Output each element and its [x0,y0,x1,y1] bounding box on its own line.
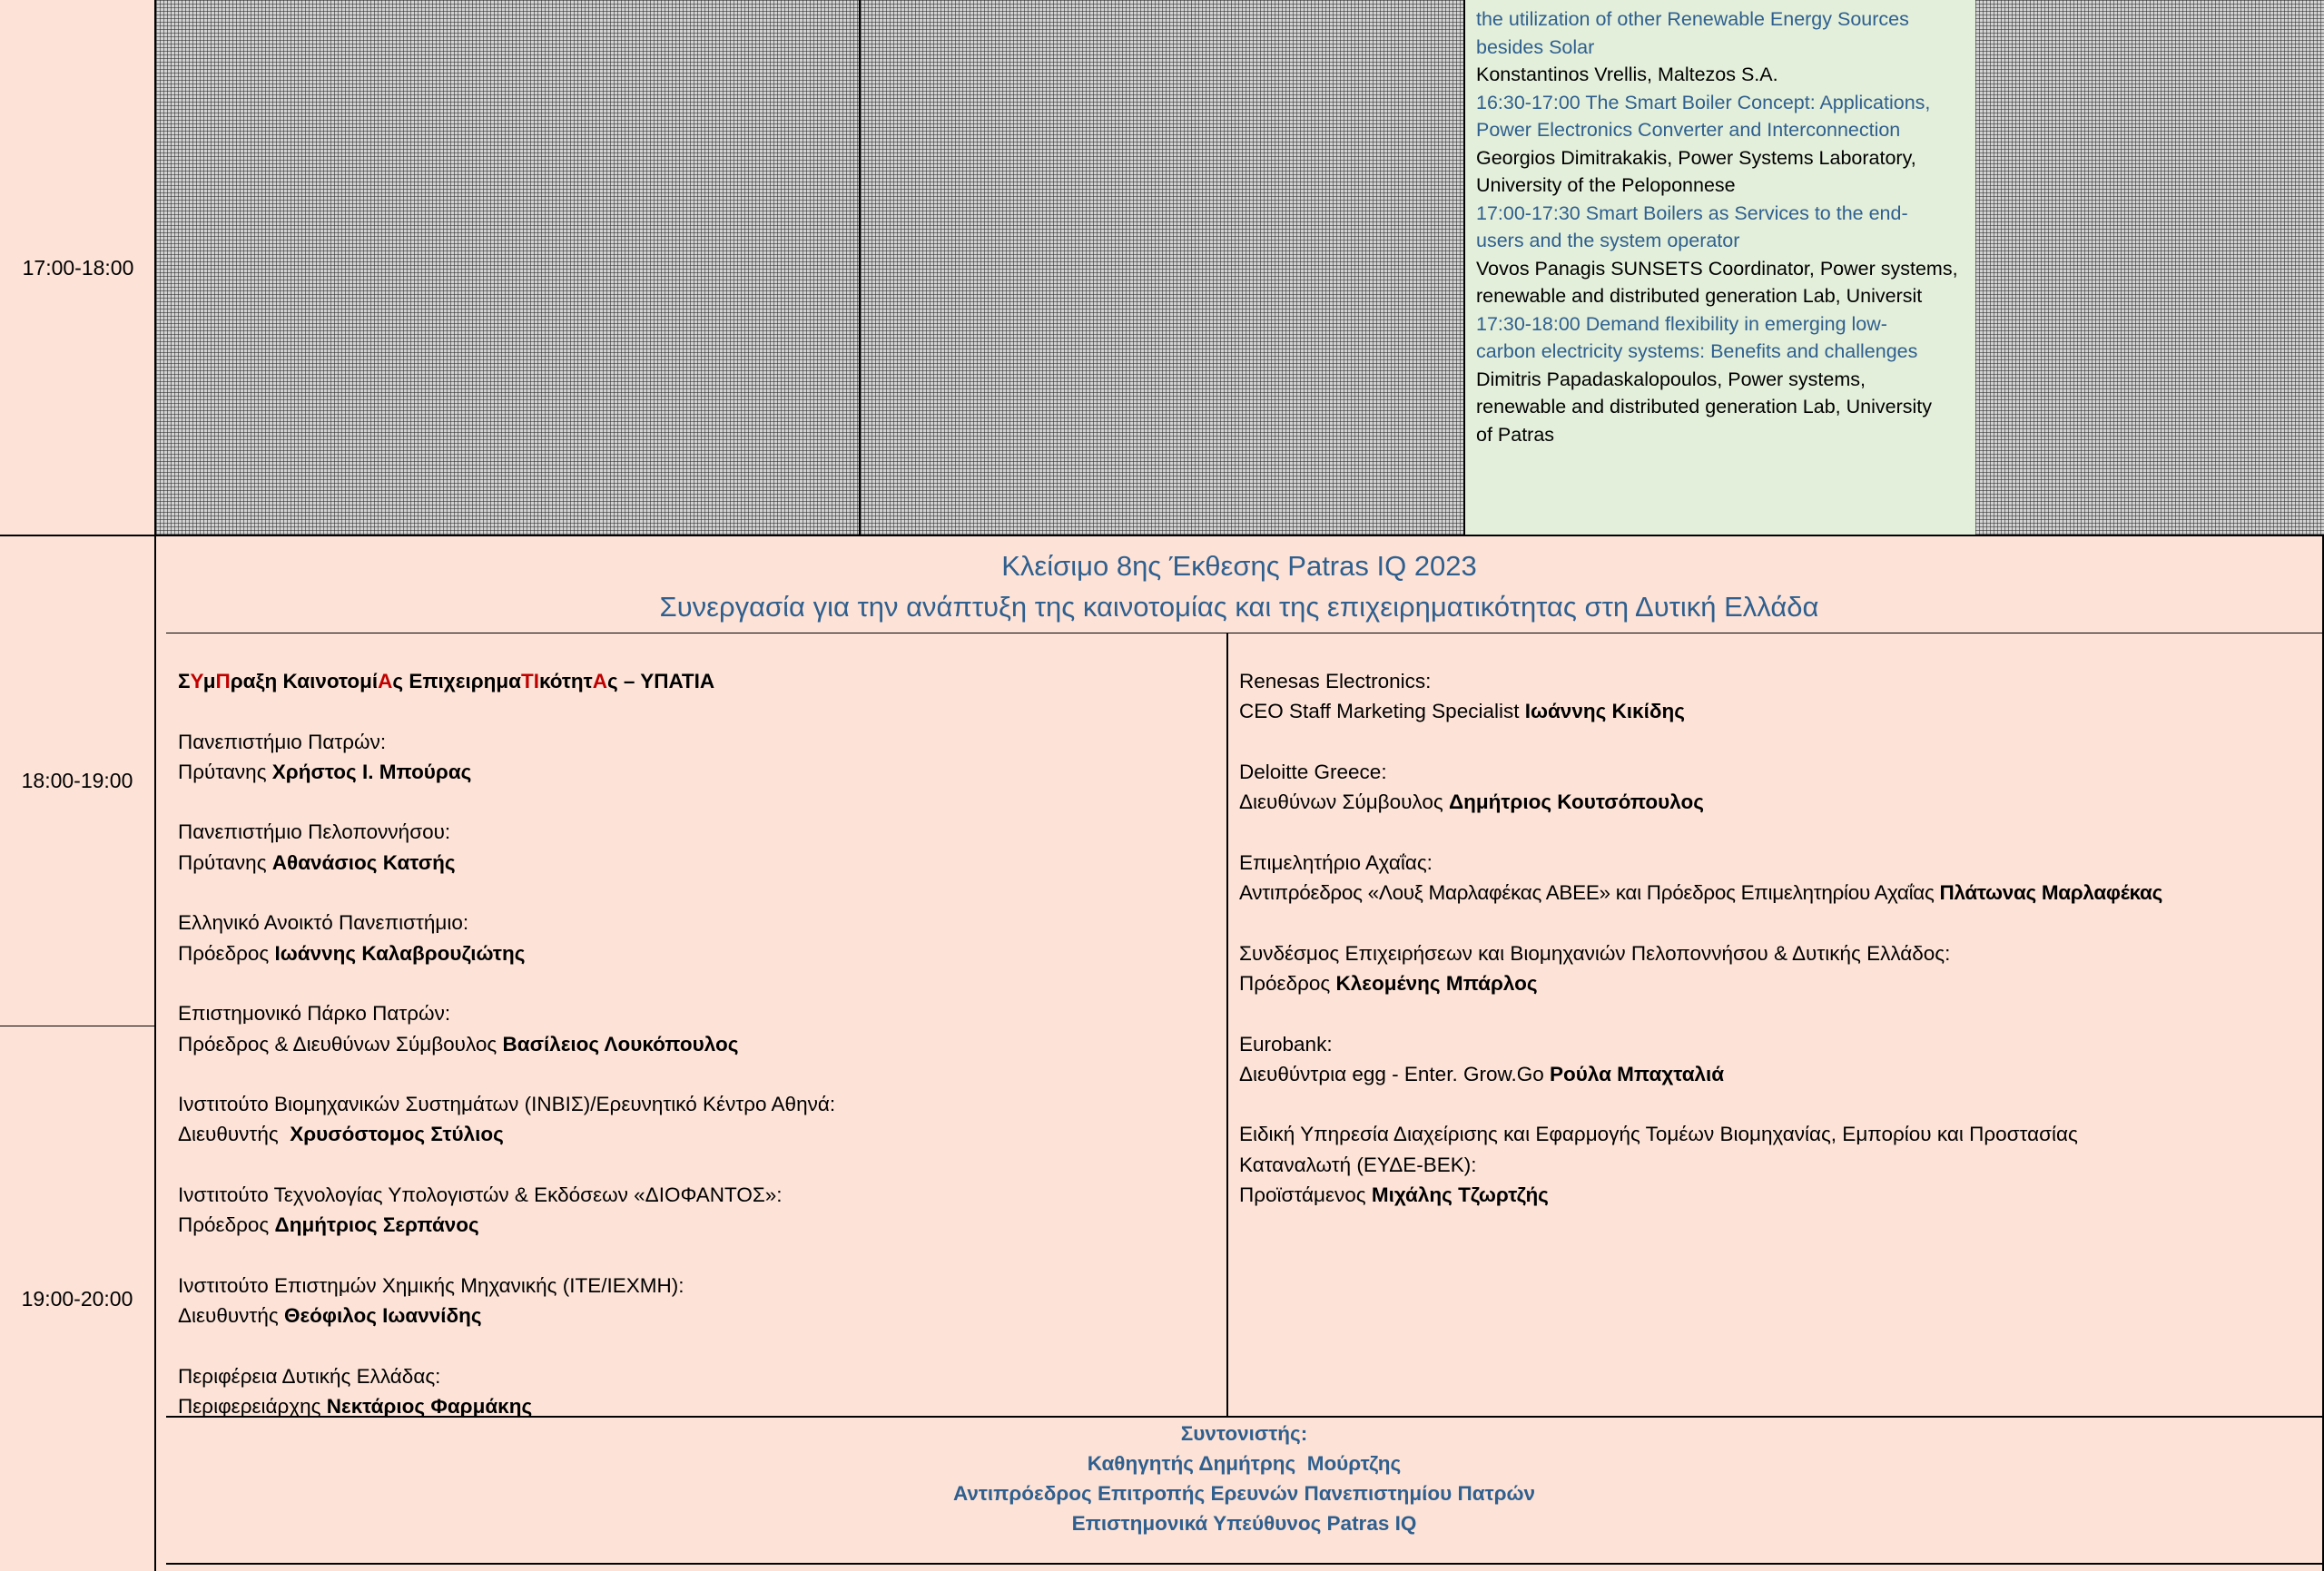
coordinator-name: Καθηγητής Δημήτρης Μούρτζης [1087,1452,1402,1475]
coordinator-role: Επιστημονικά Υπεύθυνος Patras IQ [1071,1512,1417,1535]
coordinator-heading: Συντονιστής: [1180,1422,1308,1445]
participant-name: Κλεομένης Μπάρλος [1335,971,1538,995]
participant-role: Διευθύνων Σύμβουλος [1239,790,1449,814]
coordinator-title: Αντιπρόεδρος Επιτροπής Ερευνών Πανεπιστημίου Πατρών [952,1482,1536,1505]
ypatia-part: Σ [178,670,191,692]
ypatia-part: μ [202,670,216,692]
ypatia-part-red: Α [592,670,607,692]
participant-name: Ιωάννης Καλαβρουζιώτης [274,941,526,965]
participant-name: Αθανάσιος Κατσής [271,850,456,874]
session-line: 16:30-17:00 The Smart Boiler Concept: Applications, [1476,91,1931,113]
participant-org: Ινστιτούτο Βιομηχανικών Συστημάτων (ΙΝΒΙΣ)/Ερευνητικό Κέντρο Αθηνά: [178,1093,836,1116]
participant-role: Πρόεδρος & Διευθύνων Σύμβουλος [178,1032,503,1056]
time-cell-17-18 [0,0,156,536]
participant-role: Διευθυντής [178,1123,290,1146]
session-line: Georgios Dimitrakakis, Power Systems Laboratory, [1476,146,1916,169]
participant-role: Προϊστάμενος [1239,1183,1372,1207]
participant-org: Πανεπιστήμιο Πατρών: [178,730,387,753]
participant-name: Χρυσόστομος Στύλιος [290,1123,504,1146]
session-line: the utilization of other Renewable Energy Sources [1476,8,1909,30]
participant-org: Deloitte Greece: [1239,760,1387,783]
participant-name: Πλάτωνας Μαρλαφέκας [1939,881,2162,905]
session-line: renewable and distributed generation Lab, Universit [1476,285,1923,307]
participant-line [1239,878,2319,908]
session-line: Dimitris Papadaskalopoulos, Power systems, [1476,368,1866,390]
participant-role: Διευθυντής [178,1304,284,1328]
green-session-cell [1465,0,1975,535]
participant-org: Πανεπιστήμιο Πελοποννήσου: [178,820,451,844]
participant-name: Ρούλα Μπαχταλιά [1549,1062,1725,1085]
participant-role: Περιφερειάρχης [178,1395,327,1419]
participant-line [178,938,1217,968]
participant-role: Πρόεδρος [1239,971,1336,995]
left-participants-column [178,666,1217,1421]
participant-line [178,1029,1217,1059]
session-line: carbon electricity systems: Benefits and challenges [1476,340,1918,362]
column-divider [1226,633,1228,1416]
time-cell-18-19 [0,536,154,1026]
closing-session-title [156,545,2322,627]
session-line: users and the system operator [1476,230,1740,251]
session-line: Power Electronics Converter and Interconnection [1476,119,1901,141]
participant-org: Ελληνικό Ανοικτό Πανεπιστήμιο: [178,911,469,935]
participant-org: Renesas Electronics: [1239,670,1432,692]
ypatia-part-red: Υ [190,670,203,692]
session-line: besides Solar [1476,35,1595,58]
participant-line [1239,1180,2319,1210]
participant-name: Δημήτριος Κουτσόπουλος [1448,790,1704,814]
participant-org: Ειδική Υπηρεσία Διαχείρισης και Εφαρμογής Τομέων Βιομηχανίας, Εμπορίου και Προστασίας [1239,1123,2078,1146]
participant-line [1239,787,2319,817]
session-line: Vovos Panagis SUNSETS Coordinator, Power systems, [1476,257,1958,280]
closing-title-line2: Συνεργασία για την ανάπτυξη της καινοτομίας και της επιχειρηματικότητας στη Δυτική Ελλάδα [659,591,1819,623]
empty-hatched-cell-3 [1975,0,2324,535]
participant-org: Eurobank: [1239,1032,1333,1056]
session-line: University of the Peloponnese [1476,174,1736,196]
participant-org: Συνδέσμος Επιχειρήσεων και Βιομηχανιών Πελοποννήσου & Δυτικής Ελλάδος: [1239,941,1951,965]
participant-line [178,848,1217,878]
session-line: of Patras [1476,423,1555,446]
participant-line [178,1391,1217,1421]
ypatia-part: ς Επιχειρημα [392,670,521,692]
participant-name: Μιχάλης Τζωρτζής [1371,1183,1549,1207]
participant-role: Αντιπρόεδρος «Λουξ Μαρλαφέκας ΑΒΕΕ» και Πρόεδρος Επιμελητηρίου Αχαΐας [1239,881,1940,905]
participant-role: Πρύτανης [178,850,272,874]
participant-role: Πρόεδρος [178,941,275,965]
ypatia-part: κότητ [538,670,593,692]
participant-org: Επιμελητήριο Αχαΐας: [1239,850,1433,874]
participant-org: Επιστημονικό Πάρκο Πατρών: [178,1002,451,1026]
empty-hatched-cell-2 [861,0,1464,535]
session-line: 17:00-17:30 Smart Boilers as Services to the end- [1476,201,1908,224]
participant-org-cont: Καταναλωτή (ΕΥΔΕ-ΒΕΚ): [1239,1153,1477,1176]
participant-line [1239,696,2319,726]
ypatia-part-red: Α [378,670,393,692]
ypatia-part-red: Π [215,670,231,692]
time-label: 19:00-20:00 [21,1286,133,1311]
ypatia-part: ς – ΥΠΑΤΙΑ [606,670,715,692]
time-label: 18:00-19:00 [21,769,133,792]
coordinator-block [166,1419,2322,1538]
participant-name: Νεκτάριος Φαρμάκης [326,1395,533,1419]
participant-role: Πρόεδρος [178,1213,275,1237]
ypatia-part-red: ΤΙ [520,670,539,692]
participant-line [178,1119,1217,1149]
ypatia-heading [178,666,1217,696]
time-label: 17:00-18:00 [22,256,134,280]
participant-role: CEO Staff Marketing Specialist [1239,700,1525,723]
session-line: renewable and distributed generation Lab, University [1476,396,1932,417]
participant-line [178,1301,1217,1330]
participant-name: Χρήστος Ι. Μπούρας [271,760,472,783]
participant-org: Ινστιτούτο Επιστημών Χημικής Μηχανικής (ΙΤΕ/ΙΕΧΜΗ): [178,1273,684,1297]
participant-name: Δημήτριος Σερπάνος [274,1213,479,1237]
session-line: 17:30-18:00 Demand flexibility in emerging low- [1476,312,1887,335]
session-line: Konstantinos Vrellis, Maltezos S.A. [1476,64,1778,85]
closing-title-line1: Κλείσιμο 8ης Έκθεσης Patras IQ 2023 [1001,550,1477,582]
participant-name: Βασίλειος Λουκόπουλος [502,1032,739,1056]
participant-role: Πρύτανης [178,760,272,783]
participant-org: Ινστιτούτο Τεχνολογίας Υπολογιστών & Εκδόσεων «ΔΙΟΦΑΝΤΟΣ»: [178,1183,783,1207]
time-cell-19-20 [0,1026,154,1571]
empty-hatched-cell-1 [156,0,860,535]
ypatia-part: ραξη Καινοτομί [230,670,379,692]
participant-name: Ιωάννης Κικίδης [1524,700,1685,723]
participant-line [178,1210,1217,1240]
participant-line [1239,1059,2319,1089]
participant-role: Διευθύντρια egg - Enter. Grow.Go [1239,1062,1550,1085]
right-participants-column [1239,666,2319,1210]
participant-org: Περιφέρεια Δυτικής Ελλάδας: [178,1364,441,1388]
bottom-border [166,1563,2324,1565]
participant-name: Θεόφιλος Ιωαννίδης [283,1304,482,1328]
participant-line [1239,968,2319,998]
participant-line [178,757,1217,787]
